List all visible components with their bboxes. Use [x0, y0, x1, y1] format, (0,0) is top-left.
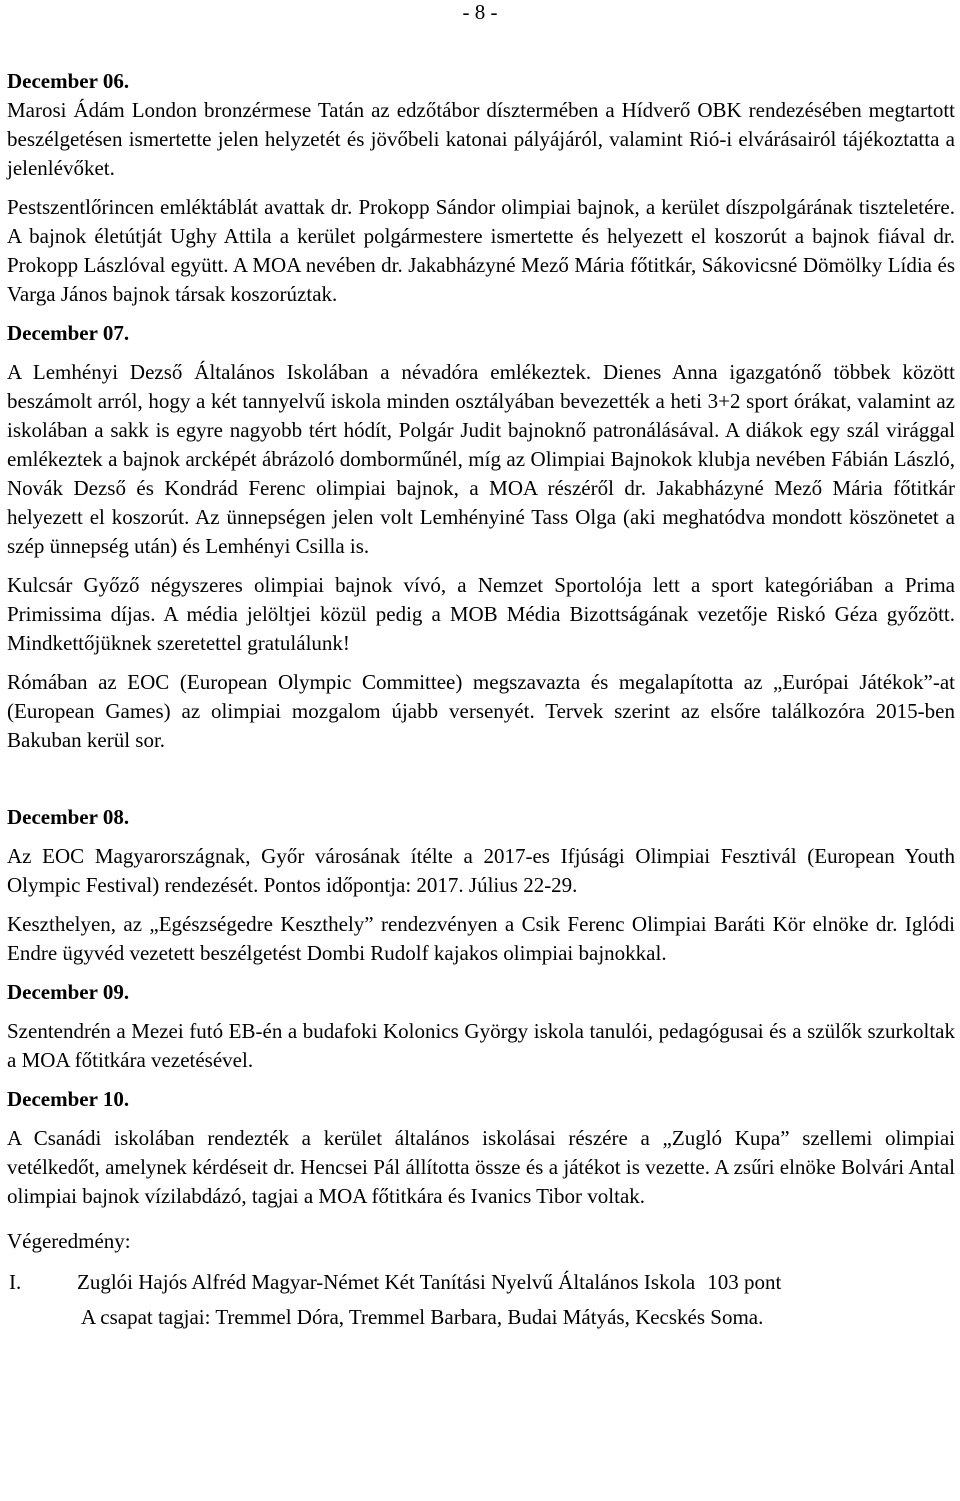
paragraph: Az EOC Magyarországnak, Győr városának ítélte a 2017-es Ifjúsági Olimpiai Fesztivál (European Youth Olympic Festival) rendezését. Pontos időpontja: 2017. Július 22-29. — [7, 844, 955, 897]
paragraph: Szentendrén a Mezei futó EB-én a budafoki Kolonics György iskola tanulói, pedagógusai és a szülők szurkoltak a MOA főtitkára vezetésével. — [7, 1019, 955, 1072]
paragraph: Pestszentlőrincen emléktáblát avattak dr. Prokopp Sándor olimpiai bajnok, a kerület díszpolgárának tiszteletére. A bajnok életútját Ughy Attila a kerület polgármestere ismertette és helyezett el koszorút a bajnok fiával dr. Prokopp Lászlóval együtt. A MOA nevében dr. Jakabházyné Mező Mária főtitkár, Sákovicsné Dömölky Lídia és Varga János bajnok társak koszorúztak. — [7, 195, 955, 306]
result-rank: I. — [9, 1270, 22, 1294]
paragraph: Rómában az EOC (European Olympic Committee) megszavazta és megalapította az „Európai Játékok”-at (European Games) az olimpiai mozgalom újabb versenyét. Tervek szerint az elsőre találkozóra 2015-ben Bakuban kerül sor. — [7, 670, 955, 752]
section-date: December 08. — [7, 805, 130, 829]
section-december-07 — [7, 319, 955, 755]
paragraph: A Csanádi iskolában rendezték a kerület általános iskolásai részére a „Zugló Kupa” szellemi olimpiai vetélkedőt, amelynek kérdéseit dr. Hencsei Pál állította össze és a játékot is vezette. A zsűri elnöke Bolvári Antal olimpiai bajnok vízilabdázó, tagjai a MOA főtitkára és Ivanics Tibor voltak. — [7, 1126, 955, 1208]
results-block — [7, 1227, 955, 1332]
results-label: Végeredmény: — [7, 1229, 131, 1253]
section-december-06 — [7, 67, 955, 309]
section-date: December 10. — [7, 1087, 130, 1111]
section-date: December 09. — [7, 980, 130, 1004]
paragraph: A Lemhényi Dezső Általános Iskolában a névadóra emlékeztek. Dienes Anna igazgatónő többek között beszámolt arról, hogy a két tannyelvű iskola minden osztályában bevezették a heti 3+2 sport órákat, valamint az iskolában a sakk is egyre nagyobb tért hódít, Polgár Judit bajnoknő patronálásával. A diákok egy szál virággal emlékeztek a bajnok arcképét ábrázoló domborműnél, míg az Olimpiai Bajnokok klubja nevében Fábián László, Novák Dezső és Kondrád Ferenc olimpiai bajnok, a MOA részéről dr. Jakabházyné Mező Mária főtitkár helyezett el koszorút. Az ünnepségen jelen volt Lemhényiné Tass Olga (aki meghatódva mondott köszönetet a szép ünnepség után) és Lemhényi Csilla is. — [7, 360, 955, 558]
team-members: A csapat tagjai: Tremmel Dóra, Tremmel Barbara, Budai Mátyás, Kecskés Soma. — [81, 1305, 764, 1329]
paragraph: Kulcsár Győző négyszeres olimpiai bajnok vívó, a Nemzet Sportolója lett a sport kategóriában a Prima Primissima díjas. A média jelöltjei közül pedig a MOB Média Bizottságának vezetője Riskó Géza győzött. Mindkettőjüknek szeretettel gratulálunk! — [7, 573, 955, 655]
document-body — [7, 67, 955, 1332]
paragraph: Marosi Ádám London bronzérmese Tatán az edzőtábor dísztermében a Hídverő OBK rendezésében megtartott beszélgetésen ismertette jelen helyzetét és jövőbeli katonai pályájáról, valamint Rió-i elvárásairól tájékoztatta a jelenlévőket. — [7, 98, 955, 180]
page-number: - 8 - — [462, 0, 498, 24]
section-december-10 — [7, 1085, 955, 1211]
result-row — [7, 1268, 955, 1297]
section-date: December 07. — [7, 321, 130, 345]
result-points: 103 pont — [707, 1270, 782, 1294]
section-date: December 06. — [7, 69, 130, 93]
paragraph: Keszthelyen, az „Egészségedre Keszthely” rendezvényen a Csik Ferenc Olimpiai Baráti Kör elnöke dr. Iglódi Endre ügyvéd vezetett beszélgetést Dombi Rudolf kajakos olimpiai bajnokkal. — [7, 912, 955, 965]
section-december-08 — [7, 803, 955, 968]
result-school-name: Zuglói Hajós Alfréd Magyar-Német Két Tanítási Nyelvű Általános Iskola — [77, 1270, 696, 1294]
section-december-09 — [7, 978, 955, 1075]
